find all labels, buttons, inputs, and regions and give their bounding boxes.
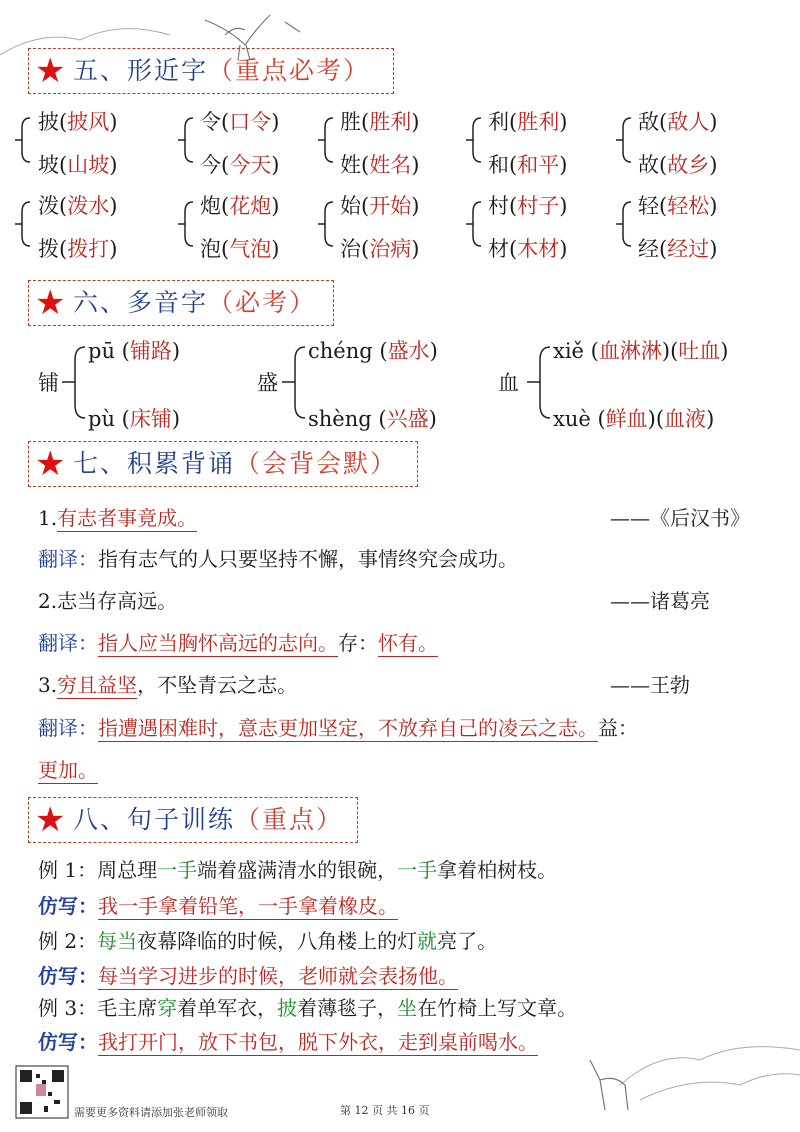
pinyin-row: shèng (兴盛)	[308, 407, 437, 431]
example-1: 例 1：周总理一手端着盛满清水的银碗，一手拿着柏树枝。	[38, 858, 558, 882]
section8-title: 八、句子训练	[73, 805, 236, 834]
similar-char-pair: 泼(泼水)	[38, 194, 118, 218]
similar-char-pair: 坡(山坡)	[38, 153, 118, 177]
similar-char-pair: 今(今天)	[200, 153, 280, 177]
example-2: 例 2：每当夜幕降临的时候，八角楼上的灯就亮了。	[38, 929, 498, 953]
translation-3: 翻译：指遭遇困难时，意志更加坚定，不放弃自己的凌云之志。益：	[38, 716, 638, 740]
similar-char-pair: 始(开始)	[340, 194, 420, 218]
quote-2: 2.志当存高远。	[38, 589, 178, 613]
translation-1: 翻译：指有志气的人只要坚持不懈，事情终究会成功。	[38, 547, 518, 571]
similar-char-pair: 胜(胜利)	[340, 110, 420, 134]
similar-char-pair: 轻(轻松)	[638, 194, 718, 218]
quote-1-source: ——《后汉书》	[610, 506, 750, 530]
section7-header: ★ 七、积累背诵（会背会默）	[28, 441, 418, 487]
polyphone-char: 铺	[38, 371, 59, 395]
imitation-1: 仿写：我一手拿着铅笔，一手拿着橡皮。	[38, 894, 398, 918]
similar-char-pair: 村(村子)	[488, 194, 568, 218]
translation-3-note: 更加。	[38, 758, 98, 782]
section7-title: 七、积累背诵	[73, 449, 236, 478]
quote-2-source: ——诸葛亮	[610, 589, 710, 613]
section5-header: ★ 五、形近字（重点必考）	[28, 48, 394, 94]
similar-char-pair: 姓(姓名)	[340, 153, 420, 177]
quote-3: 3.穷且益坚，不坠青云之志。	[38, 673, 298, 697]
similar-char-pair: 炮(花炮)	[200, 194, 280, 218]
similar-char-pair: 材(木材)	[488, 237, 568, 261]
pinyin-row: xuè (鲜血)(血液)	[553, 407, 715, 431]
footer-note: 需要更多资料请添加张老师领取	[74, 1106, 228, 1119]
section8-tag: 重点	[262, 805, 317, 834]
pinyin-row: xiě (血淋淋)(吐血)	[553, 339, 729, 363]
section5-brackets	[15, 118, 631, 246]
red-star-icon: ★	[35, 444, 66, 484]
similar-char-pair: 泡(气泡)	[200, 237, 280, 261]
translation-2: 翻译：指人应当胸怀高远的志向。存：怀有。	[38, 631, 438, 655]
similar-char-pair: 令(口令)	[200, 110, 280, 134]
similar-char-pair: 利(胜利)	[488, 110, 568, 134]
section8-header: ★ 八、句子训练（重点）	[28, 797, 358, 843]
quote-3-source: ——王勃	[610, 673, 690, 697]
similar-char-pair: 拨(拨打)	[38, 237, 118, 261]
quote-1: 1.有志者事竟成。	[38, 506, 198, 530]
qr-code-icon	[16, 1066, 68, 1118]
similar-char-pair: 故(故乡)	[638, 153, 718, 177]
red-star-icon: ★	[35, 51, 66, 91]
similar-char-pair: 披(披风)	[38, 110, 118, 134]
similar-char-pair: 治(治病)	[340, 237, 420, 261]
crane-bottom-icon	[590, 1060, 628, 1110]
section6-title: 六、多音字	[73, 288, 209, 317]
similar-char-pair: 敌(敌人)	[638, 110, 718, 134]
imitation-2: 仿写：每当学习进步的时候，老师就会表扬他。	[38, 964, 458, 988]
section7-tag: 会背会默	[262, 449, 371, 478]
section6-header: ★ 六、多音字（必考）	[28, 280, 334, 326]
polyphone-char: 血	[498, 371, 519, 395]
pinyin-row: pū (铺路)	[88, 339, 181, 363]
section5-tag: 重点必考	[235, 56, 344, 85]
page-number: 第 12 页 共 16 页	[340, 1104, 430, 1117]
red-star-icon: ★	[35, 283, 66, 323]
pinyin-row: chéng (盛水)	[308, 339, 438, 363]
pinyin-row: pù (床铺)	[88, 407, 181, 431]
similar-char-pair: 经(经过)	[638, 237, 718, 261]
section5-title: 五、形近字	[73, 56, 209, 85]
imitation-3: 仿写：我打开门，放下书包，脱下外衣，走到桌前喝水。	[38, 1030, 538, 1054]
red-star-icon: ★	[35, 800, 66, 840]
polyphone-char: 盛	[257, 371, 278, 395]
similar-char-pair: 和(和平)	[488, 153, 568, 177]
example-3: 例 3：毛主席穿着单军衣，披着薄毯子，坐在竹椅上写文章。	[38, 996, 578, 1020]
section6-tag: 必考	[235, 288, 290, 317]
